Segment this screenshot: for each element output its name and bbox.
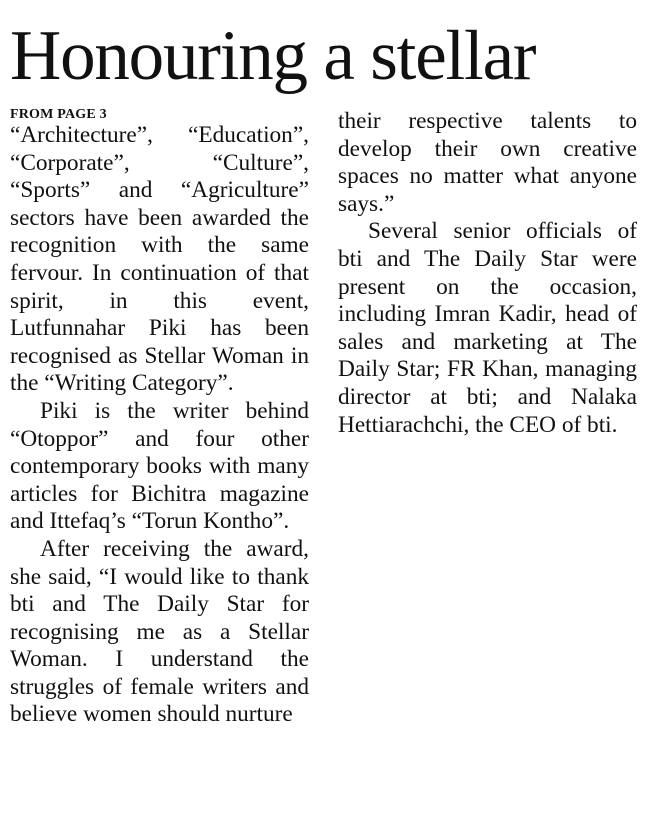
article-paragraph: Several senior officials of bti and The Daily Star were present on the occasion, including Imran Kadir, head of sales and marketing at The Daily Star; FR Khan, managing director at bti; and Nalaka Hettiarachchi, the CEO of bti.: [338, 218, 637, 438]
article-paragraph: their respective talents to develop their own creative spaces no matter what anyone says.”: [338, 108, 637, 217]
article-column-right: [338, 108, 637, 439]
article-column-left: [10, 108, 309, 729]
article-paragraph: “Architecture”, “Education”, “Corporate”, “Culture”, “Sports” and “Agriculture” sectors have been awarded the recognition with the same fervour. In continuation of that spirit, in this event, Lutfunnahar Piki has been recognised as Stellar Woman in the “Writing Category”.: [10, 122, 309, 397]
article-paragraph: Piki is the writer behind “Otoppor” and four other contemporary books with many articles for Bichitra magazine and Ittefaq’s “Torun Kontho”.: [10, 397, 309, 535]
continuation-kicker: FROM PAGE 3: [10, 107, 107, 122]
article-paragraph: After receiving the award, she said, “I would like to thank bti and The Daily Star for recognising me as a Stellar Woman. I understand the struggles of female writers and believe women should nurture: [10, 535, 309, 728]
article-headline: Honouring a stellar: [10, 17, 536, 95]
